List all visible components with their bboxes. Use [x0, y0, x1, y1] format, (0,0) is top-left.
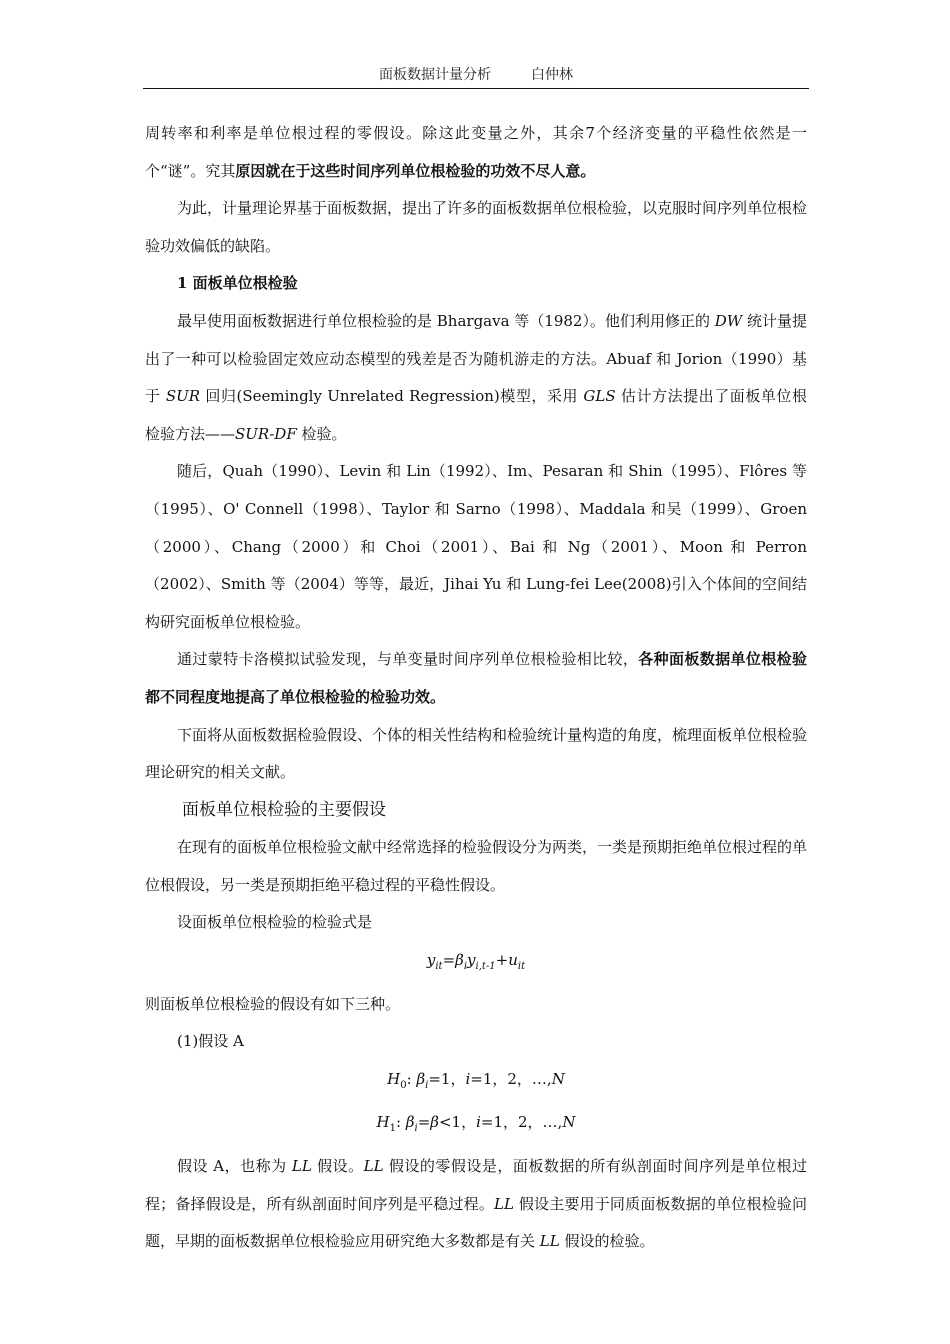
paragraph-9: 则面板单位根检验的假设有如下三种。	[145, 994, 401, 1013]
eq-symbol: H	[376, 1113, 390, 1132]
text-span: 回归(Seemingly Unrelated Regression)模型，采用	[200, 387, 584, 406]
text-span: 统计量提出了一种可以检验固定效应动态模型的残差是否为随机游走的方法。Abuaf 和 Jorion（1990）基于	[145, 311, 807, 406]
eq-symbol: β	[416, 1069, 426, 1088]
paragraph-8: 设面板单位根检验的检验式是	[177, 913, 373, 932]
bold-text: 各种面板数据单位根检验都不同程度地提高了单位根检验的检验功效。	[145, 650, 807, 706]
eq-symbol: N	[562, 1113, 576, 1132]
text-span: 假设主要用于同质面板数据的单位根检验问题，早期的面板数据单位根检验应用研究绝大多数都是有关	[145, 1194, 807, 1251]
text-span: 假设的零假设是，面板数据的所有纵剖面时间序列是单位根过程；备择假设是，所有纵剖面时间序列是平稳过程。	[145, 1157, 807, 1213]
eq-text: =1，2，…,	[470, 1069, 552, 1088]
text-span: 假设的检验。	[559, 1232, 655, 1251]
text-span: 假设 A，也称为	[177, 1157, 292, 1176]
paragraph-3	[145, 303, 807, 453]
header-title: 面板数据计量分析	[379, 67, 491, 83]
eq-subscript: it	[517, 961, 526, 973]
eq-subscript: 1	[389, 1123, 396, 1135]
eq-symbol: H	[387, 1069, 401, 1088]
eq-symbol: u	[508, 951, 518, 970]
eq-symbol: β	[405, 1113, 415, 1132]
eq-symbol: β	[430, 1113, 439, 1132]
eq-text: =1，	[428, 1069, 466, 1088]
eq-subscript: i,t-1	[475, 961, 496, 973]
paragraph-1	[145, 115, 807, 190]
eq-symbol: y	[467, 951, 476, 970]
italic-term: DW	[714, 311, 743, 330]
header-rule	[143, 88, 809, 89]
paragraph-5	[145, 641, 807, 716]
hypothesis-a-label: (1)假设 A	[177, 1032, 244, 1051]
eq-text: <1，	[438, 1113, 477, 1132]
text-span: 周转率和利率是单位根过程的零假设。除这此变量之外，其余7个经济变量的平稳性依然是一个“谜”。究其	[145, 124, 807, 180]
paragraph-11	[145, 1148, 807, 1261]
eq-subscript: 0	[400, 1079, 407, 1091]
italic-term: GLS	[583, 387, 616, 406]
subsection-heading: 面板单位根检验的主要假设	[182, 799, 386, 820]
eq-subscript: i	[414, 1123, 418, 1135]
paragraph-2: 为此，计量理论界基于面板数据，提出了许多的面板数据单位根检验，以克服时间序列单位根检验功效偏低的缺陷。	[145, 199, 808, 255]
document-body	[145, 115, 807, 1261]
eq-operator: :	[406, 1069, 417, 1088]
eq-symbol: β	[455, 951, 464, 970]
text-span: 假设。	[311, 1157, 364, 1176]
section-heading: 1 面板单位根检验	[177, 274, 298, 293]
page-header	[143, 64, 809, 84]
eq-text: =	[417, 1113, 431, 1132]
italic-term: LL	[494, 1194, 514, 1213]
eq-symbol: i	[465, 1069, 471, 1088]
paragraph-6: 下面将从面板数据检验假设、个体的相关性结构和检验统计量构造的角度，梳理面板单位根检验理论研究的相关文献。	[145, 725, 808, 782]
eq-operator: :	[396, 1113, 406, 1132]
text-span: 估计方法提出了面板单位根检验方法——	[145, 387, 807, 443]
eq-subscript: i	[425, 1079, 429, 1091]
bold-text: 原因就在于这些时间序列单位根检验的功效不尽人意。	[235, 161, 596, 180]
eq-operator: =	[442, 951, 456, 970]
eq-text: =1，2，…,	[480, 1113, 563, 1132]
eq-subscript: it	[435, 961, 443, 973]
header-author: 白仲林	[531, 67, 573, 83]
null-hypothesis-equation	[145, 1061, 807, 1105]
text-span: 最早使用面板数据进行单位根检验的是 Bhargava 等（1982）。他们利用修正的	[177, 311, 715, 330]
italic-term: SUR	[165, 387, 201, 406]
italic-term: LL	[363, 1157, 384, 1176]
text-span: 检验。	[296, 424, 347, 443]
italic-term: LL	[291, 1157, 312, 1176]
alternative-hypothesis-equation	[145, 1104, 807, 1148]
paragraph-7: 在现有的面板单位根检验文献中经常选择的检验假设分为两类，一类是预期拒绝单位根过程的单位根假设，另一类是预期拒绝平稳过程的平稳性假设。	[145, 838, 808, 894]
paragraph-4: 随后，Quah（1990）、Levin 和 Lin（1992）、Im、Pesaran 和 Shin（1995）、Flôres 等（1995）、O' Connell（1998）、Taylor 和 Sarno（1998）、Maddala 和吴（1999）、Groen（2000）、Chang（2000）和 Choi（2001）、Bai 和 Ng（2001）、Moon 和 Perron（2002）、Smith 等（2004）等等，最近，Jihai Yu 和 Lung-fei Lee(2008)引入个体间的空间结构研究面板单位根检验。	[145, 462, 807, 631]
eq-symbol: N	[551, 1069, 565, 1088]
italic-term: LL	[539, 1232, 560, 1251]
eq-symbol: y	[426, 951, 436, 970]
test-equation	[145, 942, 807, 986]
eq-subscript: i	[463, 961, 468, 973]
eq-symbol: i	[476, 1113, 481, 1132]
eq-operator: +	[495, 951, 509, 970]
italic-term: SUR-DF	[235, 424, 297, 443]
text-span: 通过蒙特卡洛模拟试验发现，与单变量时间序列单位根检验相比较，	[177, 650, 639, 669]
